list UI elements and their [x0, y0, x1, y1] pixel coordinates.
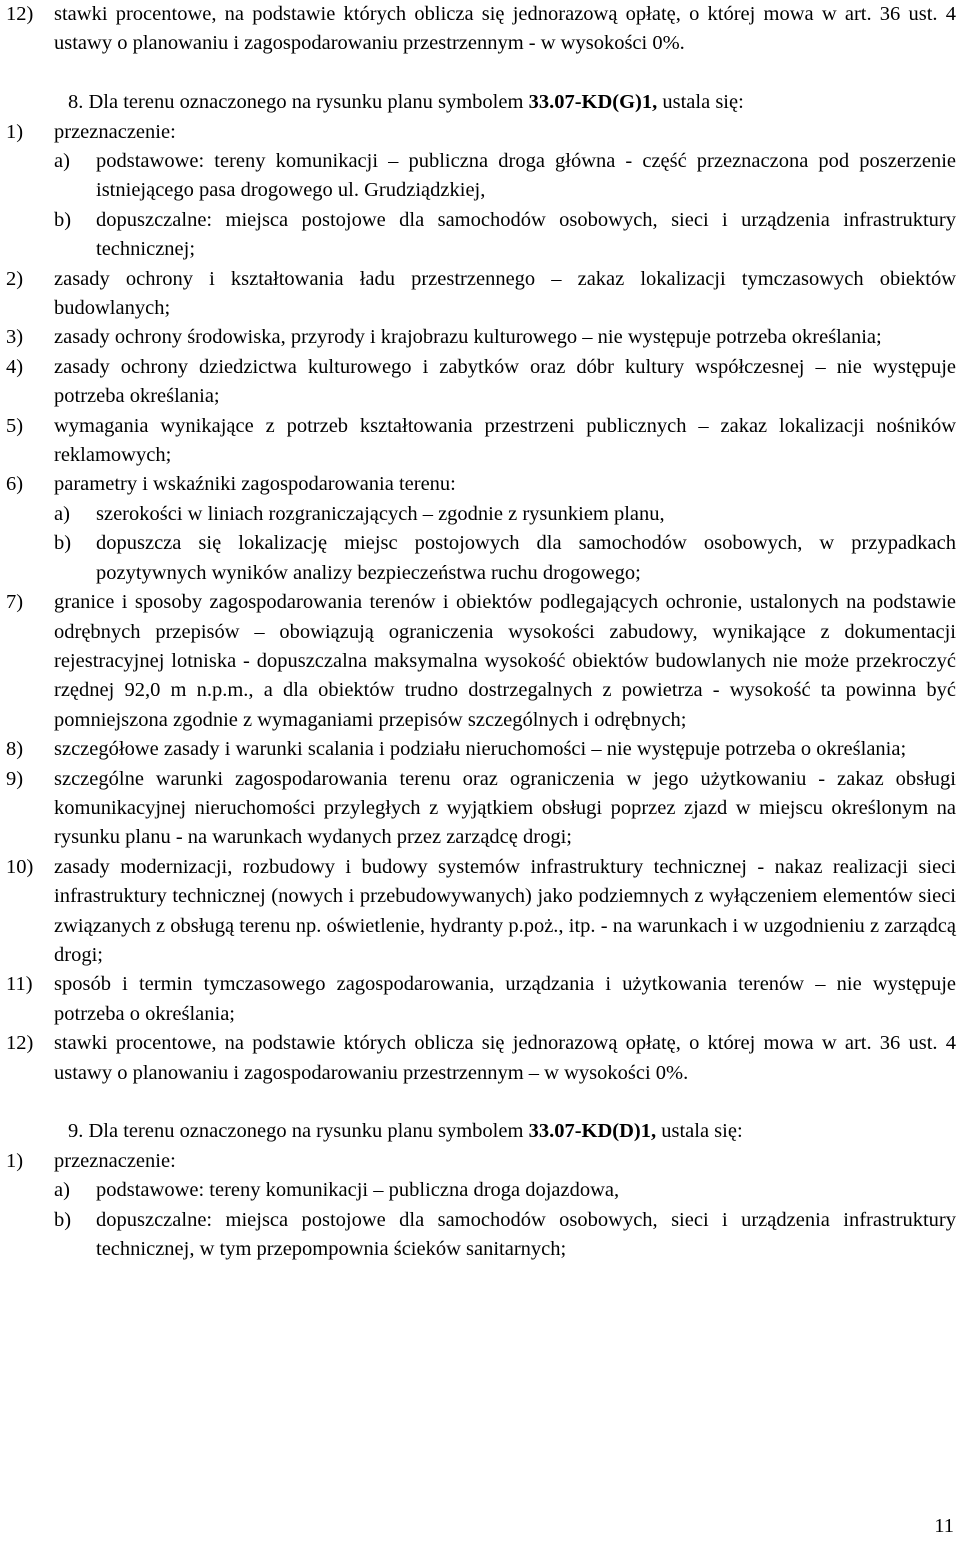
sub-item: a) podstawowe: tereny komunikacji – publiczna droga główna - część przeznaczona pod poszerzenie istniejącego pasa drogowego ul. Grudziądzkiej, [54, 150, 956, 202]
list-item: 12) stawki procentowe, na podstawie których oblicza się jednorazową opłatę, o której mowa w art. 36 ust. 4 ustawy o planowaniu i zagospodarowaniu przestrzennym – w wysokości 0%. [6, 1032, 956, 1084]
section-heading-8: 8. Dla terenu oznaczonego na rysunku planu symbolem 33.07-KD(G)1, ustala się: [68, 91, 744, 114]
list-item: 6) parametry i wskaźniki zagospodarowania terenu: [6, 473, 456, 496]
zone-symbol: 33.07-KD(D)1, [528, 1120, 657, 1143]
zone-symbol: 33.07-KD(G)1, [528, 91, 658, 114]
list-item: 1) przeznaczenie: [6, 1149, 176, 1172]
list-item: 8) szczegółowe zasady i warunki scalania i podziału nieruchomości – nie występuje potrzeba o określania; [6, 738, 907, 761]
list-item: 11) sposób i termin tymczasowego zagospodarowania, urządzania i użytkowania terenów – nie występuje potrzeba o określania; [6, 973, 956, 1025]
list-item: 3) zasady ochrony środowiska, przyrody i krajobrazu kulturowego – nie występuje potrzeba określania; [6, 326, 882, 349]
list-item: 1) przeznaczenie: [6, 120, 176, 143]
sub-item: b) dopuszcza się lokalizację miejsc postojowych dla samochodów osobowych, w przypadkach pozytywnych wyników analizy bezpieczeństwa ruchu drogowego; [54, 532, 956, 584]
section-heading-9: 9. Dla terenu oznaczonego na rysunku planu symbolem 33.07-KD(D)1, ustala się: [68, 1120, 743, 1143]
sub-item: b) dopuszczalne: miejsca postojowe dla samochodów osobowych, sieci i urządzenia infrastruktury technicznej; [54, 208, 956, 261]
sub-item: b) dopuszczalne: miejsca postojowe dla samochodów osobowych, sieci i urządzenia infrastruktury technicznej, w tym przepompownia ścieków sanitarnych; [54, 1208, 956, 1261]
document-body [6, 0, 956, 1264]
page-number: 11 [934, 1515, 954, 1537]
sub-item: a) szerokości w liniach rozgraniczających – zgodnie z rysunkiem planu, [54, 502, 665, 525]
item-text: stawki procentowe, na podstawie których oblicza się jednorazową opłatę, o której mowa w art. 36 ust. 4 ustawy o planowaniu i zagospodarowaniu przestrzennym - w wysokości 0%. [54, 3, 956, 55]
list-item: 10) zasady modernizacji, rozbudowy i budowy systemów infrastruktury technicznej - nakaz realizacji sieci infrastruktury technicznej (nowych i przebudowywanych) jako podziemnych z wyłączeniem elementów sieci związanych z obsługą terenu np. oświetlenie, hydranty p.poż., itp. - na warunkach i w uzgodnieniu z zarządcą drogi; [6, 855, 956, 966]
list-item: 2) zasady ochrony i kształtowania ładu przestrzennego – zakaz lokalizacji tymczasowych obiektów budowlanych; [6, 267, 956, 320]
list-item: 7) granice i sposoby zagospodarowania terenów i obiektów podlegających ochronie, ustalonych na podstawie odrębnych przepisów – obowiązują ograniczenia wysokości zabudowy, wynikające z dokumentacji rejestracyjnej lotniska - dopuszczalna maksymalna wysokość obiektów budowlanych nie może przekroczyć rzędnej 92,0 m n.p.m., a dla obiektów trudno dostrzegalnych z powietrza - wysokość ta powinna być pomniejszona zgodnie z wymaganiami przepisów szczególnych i odrębnych; [6, 591, 956, 731]
sub-item: a) podstawowe: tereny komunikacji – publiczna droga dojazdowa, [54, 1179, 620, 1202]
list-item: 9) szczególne warunki zagospodarowania terenu oraz ograniczenia w jego użytkowaniu - zakaz obsługi komunikacyjnej nieruchomości przyległych z wyjątkiem obsługi poprzez zjazd w miejscu określonym na rysunku planu - na warunkach wydanych przez zarządcę drogi; [6, 767, 956, 849]
item-number: 12) [6, 3, 34, 25]
list-item [6, 0, 956, 59]
list-item: 4) zasady ochrony dziedzictwa kulturowego i zabytków oraz dóbr kultury współczesnej – nie występuje potrzeba określania; [6, 355, 956, 408]
list-item: 5) wymagania wynikające z potrzeb kształtowania przestrzeni publicznych – zakaz lokalizacji nośników reklamowych; [6, 414, 956, 467]
